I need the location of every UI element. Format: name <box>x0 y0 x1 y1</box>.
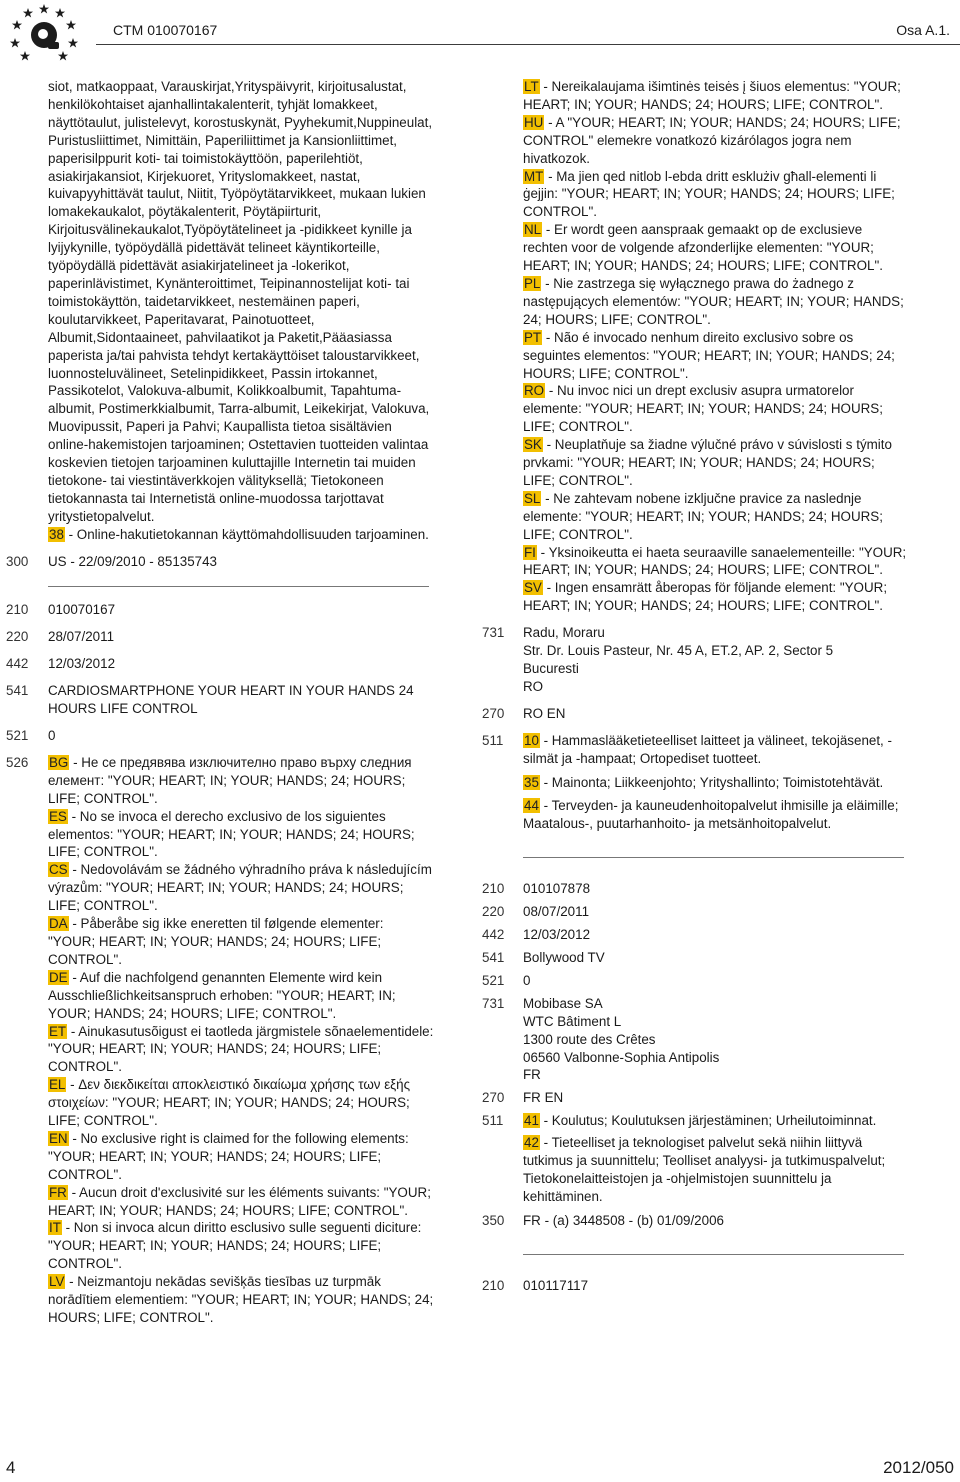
disclaimer-text: - Ainukasutusõigust ei taotleda järgmistele sõnaelementidele: "YOUR; HEART; IN; YOUR; HANDS; 24; HOURS; LIFE; CONTROL". <box>48 1023 434 1075</box>
language-code-badge: MT <box>524 168 544 184</box>
language-code-badge: PT <box>524 329 542 345</box>
filing-number-field <box>482 880 907 898</box>
filing-number: 010070167 <box>48 602 116 618</box>
inid-code: 442 <box>482 927 505 943</box>
disclaimer-entry <box>48 754 434 808</box>
language-code-badge: DA <box>49 916 68 932</box>
inid-code: 731 <box>482 625 505 641</box>
class-text: - Hammaslääketieteelliset laitteet ja välineet, tekojäsenet, -silmät ja -hampaat; Ortopediset tuotteet. <box>523 732 892 766</box>
disclaimer-entry <box>523 436 907 490</box>
class-number-badge: 38 <box>49 526 64 542</box>
disclaimer-entry <box>523 221 907 275</box>
inid-code: 350 <box>482 1212 505 1228</box>
disclaimer-text: - Ingen ensamrätt åberopas för följande element: "YOUR; HEART; IN; YOUR; HANDS; 24; HOURS; LIFE; CONTROL". <box>523 580 888 614</box>
disclaimer-text: - Δεν διεκδικείται αποκλειστικό δικαίωμα χρήσης των εξής στοιχείων: "YOUR; HEART; IN; YOUR; HANDS; 24; HOURS; LIFE; CONTROL". <box>48 1077 411 1129</box>
inid-code: 511 <box>482 732 504 748</box>
inid-code: 526 <box>6 754 29 770</box>
languages-field <box>482 705 907 723</box>
class-entry <box>48 526 434 544</box>
language-code-badge: SK <box>524 437 542 453</box>
language-code-badge: SV <box>524 580 542 596</box>
language-code-badge: IT <box>49 1220 61 1236</box>
inid-code: 220 <box>482 904 505 920</box>
disclaimer-entry <box>48 1023 434 1077</box>
language-code-badge: RO <box>524 383 545 399</box>
language-code-badge: ES <box>49 808 67 824</box>
disclaimer-text: - Er wordt geen aanspraak gemaakt op de exclusieve rechten voor de volgende afzonderlijke elementen: "YOUR; HEART; IN; YOUR; HANDS; 24; HOURS; LIFE; CONTROL". <box>523 222 883 274</box>
disclaimer-entry <box>523 78 907 114</box>
seniority-claim-value: FR - (a) 3448508 - (b) 01/09/2006 <box>523 1212 724 1228</box>
address-line: RO <box>523 678 544 694</box>
filing-number: 010117117 <box>523 1277 589 1293</box>
inid-code: 731 <box>482 995 505 1011</box>
representative-field <box>482 624 907 696</box>
class-text: - Tieteelliset ja teknologiset palvelut sekä niihin liittyvä tutkimus ja suunnittelu; Teolliset analyysi- ja tutkimuspalvelut; Tietokonelaitteistojen ja -ohjelmistojen suunnittelu ja kehittäminen. <box>523 1135 886 1204</box>
language-code-badge: PL <box>524 275 541 291</box>
priority-value: US - 22/09/2010 - 85135743 <box>48 553 217 569</box>
class-entry <box>523 1134 907 1206</box>
record-divider <box>523 1254 904 1255</box>
inid-code: 521 <box>6 728 29 743</box>
disclaimer-entry <box>48 1273 434 1327</box>
disclaimer-text: - Auf die nachfolgend genannten Elemente wird kein Ausschließlichkeitsanspruch erhoben: "YOUR; HEART; IN; YOUR; HANDS; 24; HOURS; LIFE; CONTROL". <box>48 969 396 1021</box>
disclaimer-entry <box>523 579 907 615</box>
class-text: - Terveyden- ja kauneudenhoitopalvelut ihmisille ja eläimille; Maatalous-, puutarhanhoito- ja metsänhoitopalvelut. <box>523 798 899 832</box>
bulletin-issue: 2012/050 <box>883 1458 954 1477</box>
class-entry <box>523 1112 907 1130</box>
language-code-badge: EN <box>49 1130 68 1146</box>
inid-code: 210 <box>6 602 29 618</box>
disclaimer-text: - Yksinoikeutta ei haeta seuraaville sanaelementeille: "YOUR; HEART; IN; YOUR; HANDS; 24; HOURS; LIFE; CONTROL". <box>523 544 907 578</box>
inid-code: 270 <box>482 1090 505 1106</box>
inid-code: 541 <box>6 683 29 699</box>
inid-code: 210 <box>482 1277 505 1293</box>
class-number-badge: 35 <box>524 774 539 790</box>
address-line: Str. Dr. Louis Pasteur, Nr. 45 A, ET.2, AP. 2, Sector 5 <box>523 643 834 659</box>
filing-date: 28/07/2011 <box>48 629 115 645</box>
filing-date: 08/07/2011 <box>523 904 590 920</box>
disclaimer-text: - No exclusive right is claimed for the following elements: "YOUR; HEART; IN; YOUR; HANDS; 24; HOURS; LIFE; CONTROL". <box>48 1130 409 1182</box>
class-number-badge: 44 <box>524 798 539 814</box>
disclaimer-entry <box>48 1219 434 1273</box>
publication-date: 12/03/2012 <box>523 927 591 943</box>
disclaimer-entry <box>523 382 907 436</box>
language-code-badge: ET <box>49 1023 67 1039</box>
language-code-badge: SL <box>524 490 541 506</box>
owner-field <box>482 995 907 1085</box>
mark-field <box>482 949 907 967</box>
mark-field <box>6 682 434 718</box>
disclaimer-text: - Ma jien qed nitlob l-ebda dritt esklużiv għall-elementi li ġejjin: "YOUR; HEART; IN; YOUR; HANDS; 24; HOURS; LIFE; CONTROL". <box>523 168 895 220</box>
languages-value: RO EN <box>523 705 566 721</box>
disclaimer-text: - Nu invoc nici un drept exclusiv asupra urmatorelor elemente: "YOUR; HEART; IN; YOUR; HANDS; 24; HOURS; LIFE; CONTROL". <box>523 383 883 435</box>
section-reference: Osa A.1. <box>896 22 950 38</box>
inid-code: 521 <box>482 972 505 988</box>
filing-number-field <box>6 601 434 619</box>
disclaimer-text: - Non si invoca alcun diritto esclusivo sulle seguenti diciture: "YOUR; HEART; IN; YOUR; HANDS; 24; HOURS; LIFE; CONTROL". <box>48 1220 422 1272</box>
language-code-badge: LT <box>524 79 539 94</box>
disclaimer-entry <box>48 861 434 915</box>
language-code-badge: HU <box>524 114 544 130</box>
right-column <box>482 78 907 1295</box>
disclaimer-entry <box>48 808 434 862</box>
disclaimer-text: - A "YOUR; HEART; IN; YOUR; HANDS; 24; HOURS; LIFE; CONTROL" elemekre vonatkozó kizárólagos jogra nem hivatkozok. <box>523 114 901 166</box>
inid-code: 220 <box>6 629 29 645</box>
class-number-badge: 10 <box>524 732 539 748</box>
class-entry <box>523 774 907 792</box>
disclaimer-text: - Не се предявява изключително право върху следния елемент: "YOUR; HEART; IN; YOUR; HANDS; 24; HOURS; LIFE; CONTROL". <box>48 754 412 806</box>
class-entry <box>523 732 907 768</box>
priority-field <box>6 553 434 571</box>
filing-date-field <box>6 628 434 646</box>
disclaimer-entry <box>523 275 907 329</box>
publication-date-field <box>6 655 434 673</box>
address-line: Radu, Moraru <box>523 625 605 641</box>
language-code-badge: FI <box>524 544 536 560</box>
disclaimer-text: - Ne zahtevam nobene izključne pravice za naslednje elemente: "YOUR; HEART; IN; YOUR; HANDS; 24; HOURS; LIFE; CONTROL". <box>523 490 883 542</box>
language-code-badge: DE <box>49 969 68 985</box>
class-text: - Online-hakutietokannan käyttömahdollisuuden tarjoaminen. <box>64 526 429 542</box>
disclaimer-field <box>6 754 434 1327</box>
disclaimer-entry <box>48 969 434 1023</box>
seniority-value: 0 <box>48 728 56 743</box>
disclaimer-text: - Aucun droit d'exclusivité sur les éléments suivants: "YOUR; HEART; IN; YOUR; HANDS; 24; HOURS; LIFE; CONTROL". <box>48 1184 431 1218</box>
language-code-badge: BG <box>49 754 69 770</box>
language-code-badge: CS <box>49 862 68 878</box>
header-rule <box>96 44 960 45</box>
disclaimer-entry <box>48 1130 434 1184</box>
filing-number: 010107878 <box>523 881 591 897</box>
record-divider <box>48 586 429 587</box>
language-code-badge: EL <box>49 1077 66 1093</box>
publication-date-field <box>482 926 907 944</box>
disclaimer-text: - Neuplatňuje sa žiadne výlučné právo v súvislosti s týmito prvkami: "YOUR; HEART; IN; YOUR; HANDS; 24; HOURS; LIFE; CONTROL". <box>523 437 892 488</box>
disclaimer-entry <box>48 1076 434 1130</box>
disclaimer-entry <box>48 915 434 969</box>
address-line: FR <box>523 1067 541 1083</box>
seniority-value: 0 <box>523 972 531 988</box>
class-entry <box>523 797 907 833</box>
page-number: 4 <box>6 1458 16 1477</box>
disclaimer-entry <box>523 168 907 222</box>
mark-text: CARDIOSMARTPHONE YOUR HEART IN YOUR HANDS 24 HOURS LIFE CONTROL <box>48 683 414 717</box>
left-column <box>6 78 434 1327</box>
disclaimer-text: - Nie zastrzega się wyłącznego prawa do żadnego z następujących elementów: "YOUR; HEART; IN; YOUR; HANDS; 24; HOURS; LIFE; CONTROL". <box>523 275 904 327</box>
disclaimer-text: - Neizmantoju nekādas sevišķās tiesības uz turpmāk norādītiem elementiem: "YOUR; HEART; IN; YOUR; HANDS; 24; HOURS; LIFE; CONTROL". <box>48 1274 434 1325</box>
languages-value: FR EN <box>523 1090 564 1106</box>
inid-code: 270 <box>482 705 505 721</box>
class-number-badge: 41 <box>524 1113 539 1129</box>
ohim-logo-icon <box>4 2 84 66</box>
seniority-field <box>6 727 434 745</box>
address-line: Bucuresti <box>523 661 579 676</box>
inid-code: 442 <box>6 656 29 672</box>
seniority-claim-field <box>482 1212 907 1230</box>
disclaimer-entry <box>523 329 907 383</box>
inid-code: 210 <box>482 881 505 897</box>
mark-text: Bollywood TV <box>523 949 605 965</box>
class-text: - Koulutus; Koulutuksen järjestäminen; Urheilutoiminnat. <box>539 1113 877 1129</box>
address-line: Mobibase SA <box>523 995 603 1011</box>
goods-services-field <box>482 1112 907 1206</box>
seniority-field <box>482 972 907 990</box>
address-line: WTC Bâtiment L <box>523 1013 622 1029</box>
class-text: - Mainonta; Liikkeenjohto; Yrityshallinto; Toimistotehtävät. <box>539 774 884 790</box>
publication-date: 12/03/2012 <box>48 656 116 672</box>
filing-number-field <box>482 1277 907 1295</box>
languages-field <box>482 1089 907 1107</box>
inid-code: 300 <box>6 553 29 569</box>
disclaimer-entry <box>48 1184 434 1220</box>
disclaimer-text: - Nereikalaujama išimtinės teisės į šiuos elementus: "YOUR; HEART; IN; YOUR; HANDS; 24; HOURS; LIFE; CONTROL". <box>523 79 901 112</box>
goods-services-continuation: siot, matkaoppaat, Varauskirjat,Yrityspäivyrit, kirjoitusalustat, henkilökohtaiset ajanhallintakalenterit, tyhjät lomakkeet, näyttötaulut, julistelevyt, korostuskynät, Pyyhekumit,Nuppineulat, Puristusliittimet, Nimittäin, Paperiliittimet ja Kansionliittimet, paperisilppurit koti- tai toimistokäyttöön, paperilehtiöt, asiakirjakansiot, Kirjekuoret, Yrityslomakkeet, nastat, kuivapyyhittävät taulut, Niitit, Työpöytätarvikkeet, mukaan lukien lomakekaukalot, pöytäkalenterit, Pöytäpiirturit, Kirjoitusvälinekaukalot,Työpöytätelineet ja -pidikkeet kynille ja lyijykynille, työpöydällä pidettävät telineet käyntikorteille, työpöydällä pidettävät asiakirjatelineet ja -lokerikot, paperinlävistimet, Kynänteroittimet, Teipinannostelijat koti- tai toimistokäyttön, taidetarvikkeet, nestemäinen paperi, koulutarvikkeet, Paperitavarat, Painotuotteet, Albumit,Sidontaaineet, pahvilaatikot ja Paketit,Pääasiassa paperista ja/tai pahvista tehdyt kertakäyttöiset taloustarvikkeet, luonnosteluvälineet, Setelinpidikkeet, Passin irtokannet, Passikotelot, Valokuva-albumit, Kolikkoalbumit, Tapahtuma-albumit, Postimerkkialbumit, Tarra-albumit, Leikekirjat, Valokuva, Muovipussit, Paperi ja Pahvi; Kaupallista tietoa sisältävien online-hakemistojen tarjoaminen; Ostettavien tuotteiden valintaa koskevien tietojen tarjoaminen kuluttajille Internetin tai muiden tietokone- tai viestintäverkkojen välityksellä; Tietokoneen tietokannasta tai Internetistä online-muodossa tarjottavat yritystietopalvelut. <box>48 79 433 524</box>
disclaimer-text: - No se invoca el derecho exclusivo de los siguientes elementos: "YOUR; HEART; IN; YOUR; HANDS; 24; HOURS; LIFE; CONTROL". <box>48 808 415 860</box>
language-code-badge: NL <box>524 222 542 238</box>
disclaimer-text: - Nedovolávám se žádného výhradního práva k následujícím výrazům: "YOUR; HEART; IN; YOUR; HANDS; 24; HOURS; LIFE; CONTROL". <box>48 862 432 914</box>
document-id: CTM 010070167 <box>113 22 218 38</box>
inid-code: 511 <box>482 1113 504 1129</box>
language-code-badge: FR <box>49 1184 67 1200</box>
language-code-badge: LV <box>49 1274 65 1290</box>
disclaimer-text: - Não é invocado nenhum direito exclusivo sobre os seguintes elementos: "YOUR; HEART; IN; YOUR; HANDS; 24; HOURS; LIFE; CONTROL". <box>523 329 895 381</box>
filing-date-field <box>482 903 907 921</box>
disclaimer-entry <box>523 114 907 168</box>
class-number-badge: 42 <box>524 1135 539 1151</box>
address-line: 06560 Valbonne-Sophia Antipolis <box>523 1049 720 1065</box>
record-divider <box>523 857 904 858</box>
disclaimer-text: - Påberåbe sig ikke eneretten til følgende elementer: "YOUR; HEART; IN; YOUR; HANDS; 24; HOURS; LIFE; CONTROL". <box>48 916 384 967</box>
disclaimer-entry <box>523 490 907 544</box>
address-line: 1300 route des Crêtes <box>523 1031 656 1047</box>
inid-code: 541 <box>482 949 505 965</box>
disclaimer-entry <box>523 544 907 580</box>
goods-services-field <box>482 732 907 834</box>
